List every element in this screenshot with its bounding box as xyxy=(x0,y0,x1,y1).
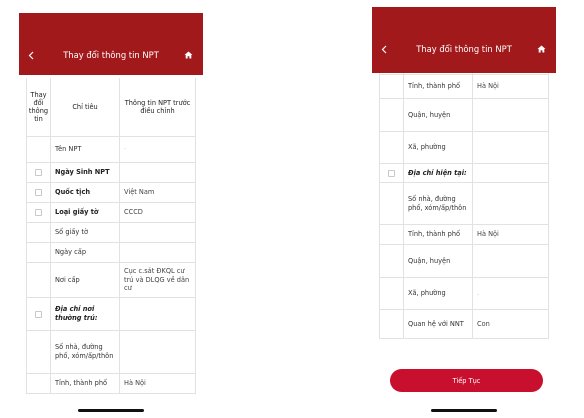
row-label: Địa chỉ nơi thường trú: xyxy=(51,298,120,330)
row-label: Nơi cấp xyxy=(51,263,120,297)
table-row xyxy=(27,263,195,298)
checkbox-cell xyxy=(27,223,51,242)
checkbox-cell xyxy=(27,263,51,297)
row-value xyxy=(473,164,548,182)
row-label: Tên NPT xyxy=(51,137,120,162)
page-title: Thay đổi thông tin NPT xyxy=(63,50,159,60)
row-value xyxy=(473,99,548,131)
change-checkbox[interactable] xyxy=(35,169,42,176)
table-row xyxy=(380,245,548,278)
app-header xyxy=(19,13,203,75)
table-row xyxy=(380,132,548,164)
row-value xyxy=(120,223,195,242)
app-header xyxy=(372,7,556,73)
column-header-change: Thay đổi thông tin xyxy=(27,78,51,136)
checkbox-cell xyxy=(27,331,51,373)
checkbox-cell xyxy=(27,243,51,262)
row-label: Quận, huyện xyxy=(404,245,473,277)
table-row xyxy=(27,203,195,223)
row-label: Tỉnh, thành phố xyxy=(51,374,120,393)
column-header-criteria: Chỉ tiêu xyxy=(51,78,120,136)
left-screen xyxy=(19,13,203,418)
row-value xyxy=(120,243,195,262)
checkbox-cell xyxy=(27,137,51,162)
table-row xyxy=(27,374,195,394)
row-value: Con xyxy=(477,319,490,328)
table-row xyxy=(27,243,195,263)
home-icon[interactable] xyxy=(183,47,193,63)
right-screen xyxy=(372,7,556,418)
change-checkbox[interactable] xyxy=(35,189,42,196)
row-value: Hà Nội xyxy=(124,379,146,388)
table-row xyxy=(27,298,195,331)
home-icon[interactable] xyxy=(536,41,546,57)
table-row xyxy=(380,99,548,132)
row-label: Số nhà, đường phố, xóm/ấp/thôn xyxy=(51,331,120,373)
page-title: Thay đổi thông tin NPT xyxy=(416,44,512,54)
row-value xyxy=(473,245,548,277)
row-value: · xyxy=(124,145,127,154)
row-value xyxy=(120,163,195,182)
table-row xyxy=(380,164,548,183)
change-checkbox[interactable] xyxy=(35,311,42,318)
change-info-table xyxy=(26,78,196,394)
row-label: Địa chỉ hiện tại: xyxy=(404,164,473,182)
checkbox-cell xyxy=(380,164,404,182)
checkbox-cell xyxy=(380,225,404,244)
table-row xyxy=(380,75,548,99)
table-header-row xyxy=(27,78,195,137)
row-value xyxy=(120,331,195,373)
row-label: Loại giấy tờ xyxy=(51,203,120,222)
row-label: Số giấy tờ xyxy=(51,223,120,242)
row-label: Quan hệ với NNT xyxy=(404,310,473,338)
table-row xyxy=(380,278,548,310)
checkbox-cell xyxy=(27,183,51,202)
row-label: Quận, huyện xyxy=(404,99,473,131)
continue-button[interactable]: Tiếp Tục xyxy=(390,369,543,392)
table-row xyxy=(380,225,548,245)
table-row xyxy=(27,163,195,183)
home-indicator xyxy=(431,409,497,412)
checkbox-cell xyxy=(380,183,404,224)
row-label: Ngày cấp xyxy=(51,243,120,262)
table-row xyxy=(380,310,548,339)
row-label: Ngày Sinh NPT xyxy=(51,163,120,182)
checkbox-cell xyxy=(380,132,404,163)
row-value xyxy=(473,132,548,163)
row-value: CCCD xyxy=(124,208,143,217)
table-row xyxy=(27,331,195,374)
table-row xyxy=(27,183,195,203)
row-label: Tỉnh, thành phố xyxy=(404,225,473,244)
row-value: Hà Nội xyxy=(477,82,499,91)
table-row xyxy=(27,223,195,243)
row-value: Việt Nam xyxy=(124,188,155,197)
checkbox-cell xyxy=(380,245,404,277)
row-value xyxy=(120,298,195,330)
table-row xyxy=(380,183,548,225)
change-checkbox[interactable] xyxy=(35,209,42,216)
row-label: Xã, phường xyxy=(404,278,473,309)
row-label: Tỉnh, thành phố xyxy=(404,75,473,98)
checkbox-cell xyxy=(380,75,404,98)
row-label: Xã, phường xyxy=(404,132,473,163)
checkbox-cell xyxy=(380,278,404,309)
row-value: . xyxy=(477,289,480,298)
checkbox-cell xyxy=(27,374,51,393)
row-value: Hà Nội xyxy=(477,230,499,239)
home-indicator xyxy=(78,409,144,412)
column-header-before: Thông tin NPT trước điều chỉnh xyxy=(124,99,191,115)
change-checkbox[interactable] xyxy=(388,170,395,177)
row-value xyxy=(473,183,548,224)
checkbox-cell xyxy=(27,298,51,330)
checkbox-cell xyxy=(380,310,404,338)
row-label: Số nhà, đường phố, xóm/ấp/thôn xyxy=(404,183,473,224)
row-label: Quốc tịch xyxy=(51,183,120,202)
checkbox-cell xyxy=(27,203,51,222)
row-value: Cục c.sát ĐKQL cư trú và DLQG về dân cư xyxy=(124,267,190,293)
change-info-table-scrolled xyxy=(379,61,549,339)
checkbox-cell xyxy=(27,163,51,182)
checkbox-cell xyxy=(380,99,404,131)
table-row xyxy=(27,137,195,163)
